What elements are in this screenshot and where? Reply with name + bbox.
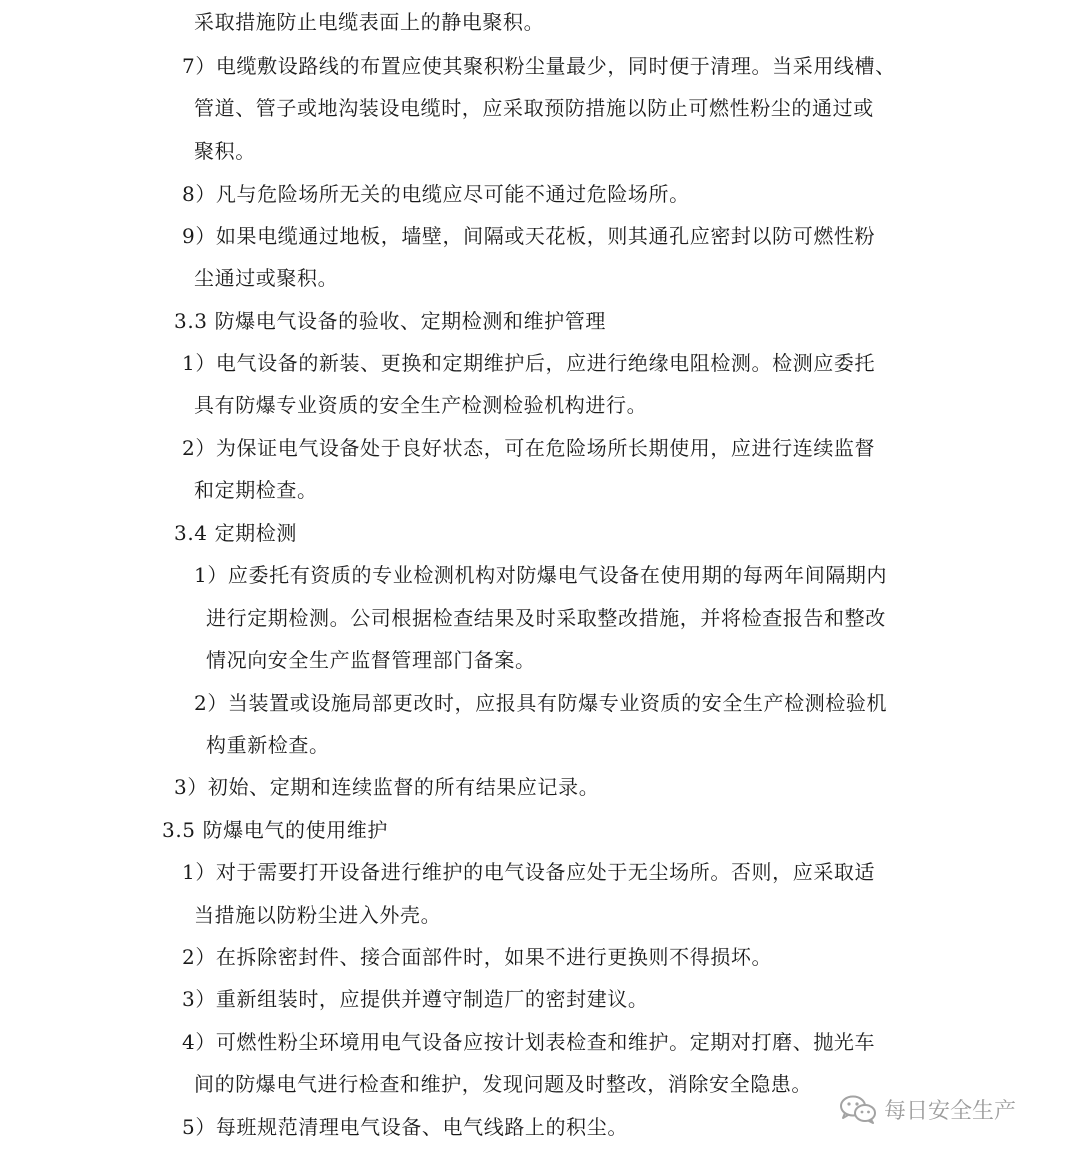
text-line: 3）初始、定期和连续监督的所有结果应记录。 [174, 775, 600, 799]
section-heading: 3.4 定期检测 [174, 521, 297, 545]
text-line: 2）在拆除密封件、接合面部件时，如果不进行更换则不得损坏。 [182, 945, 773, 969]
text-line: 8）凡与危险场所无关的电缆应尽可能不通过危险场所。 [182, 182, 690, 206]
watermark [838, 1092, 1016, 1126]
text-line: 1）应委托有资质的专业检测机构对防爆电气设备在使用期的每两年间隔期内 [194, 563, 888, 587]
text-line: 管道、管子或地沟装设电缆时，应采取预防措施以防止可燃性粉尘的通过或 [194, 96, 874, 120]
text-line: 1）对于需要打开设备进行维护的电气设备应处于无尘场所。否则，应采取适 [182, 860, 876, 884]
text-line: 尘通过或聚积。 [194, 266, 339, 290]
text-line: 1）电气设备的新装、更换和定期维护后，应进行绝缘电阻检测。检测应委托 [182, 351, 876, 375]
text-line: 2）为保证电气设备处于良好状态，可在危险场所长期使用，应进行连续监督 [182, 436, 876, 460]
text-line: 进行定期检测。公司根据检查结果及时采取整改措施，并将检查报告和整改 [206, 606, 886, 630]
section-heading: 3.3 防爆电气设备的验收、定期检测和维护管理 [174, 309, 606, 333]
text-line: 情况向安全生产监督管理部门备案。 [206, 648, 536, 672]
text-line: 具有防爆专业资质的安全生产检测检验机构进行。 [194, 393, 648, 417]
text-line: 间的防爆电气进行检查和维护，发现问题及时整改，消除安全隐患。 [194, 1072, 812, 1096]
text-line: 和定期检查。 [194, 478, 318, 502]
text-line: 聚积。 [194, 139, 256, 163]
text-line: 7）电缆敷设路线的布置应使其聚积粉尘量最少，同时便于清理。当采用线槽、 [182, 54, 896, 78]
text-line: 9）如果电缆通过地板，墙壁，间隔或天花板，则其通孔应密封以防可燃性粉 [182, 224, 876, 248]
text-line: 3）重新组装时，应提供并遵守制造厂的密封建议。 [182, 987, 649, 1011]
text-line: 5）每班规范清理电气设备、电气线路上的积尘。 [182, 1115, 628, 1139]
text-line: 2）当装置或设施局部更改时，应报具有防爆专业资质的安全生产检测检验机 [194, 691, 888, 715]
wechat-icon [838, 1094, 878, 1124]
text-line: 当措施以防粉尘进入外壳。 [194, 903, 442, 927]
section-heading: 3.5 防爆电气的使用维护 [162, 818, 388, 842]
text-line: 4）可燃性粉尘环境用电气设备应按计划表检查和维护。定期对打磨、抛光车 [182, 1030, 876, 1054]
text-line: 采取措施防止电缆表面上的静电聚积。 [194, 10, 545, 34]
text-line: 构重新检查。 [206, 733, 330, 757]
watermark-text: 每日安全生产 [884, 1098, 1017, 1124]
